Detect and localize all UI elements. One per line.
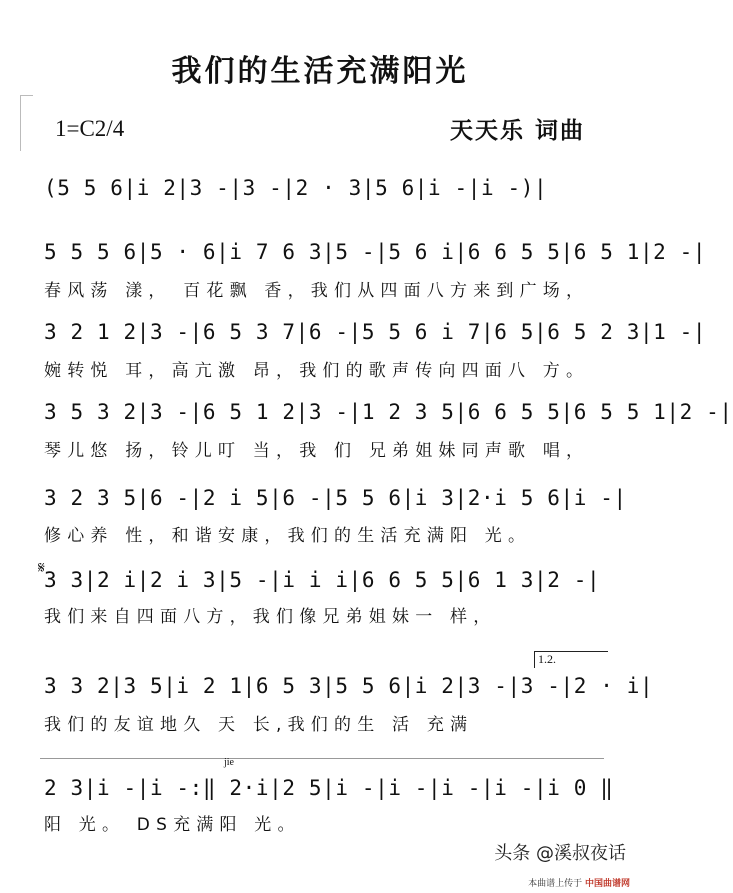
author-credit: 天天乐 词曲 xyxy=(450,118,586,144)
lyric-row-2: 婉转悦 耳，高亢激 昂，我们的歌声传向四面八 方。 xyxy=(44,361,590,381)
lyric-row-4: 修心养 性，和谐安康，我们的生活充满阳 光。 xyxy=(44,526,532,546)
notation-row-3: 3 5 3 2|3 -|6 5 1 2|3 -|1 2 3 5|6 6 5 5|6 5 5 1|2 -| xyxy=(44,400,733,424)
footer-text: 本曲谱上传于 xyxy=(528,879,583,889)
lyric-row-7: 阳 光。 DS充满阳 光。 xyxy=(44,815,301,835)
watermark-text: 头条 @溪叔夜话 xyxy=(494,843,626,864)
lyric-row-6: 我们的友谊地久 天 长,我们的生 活 充满 xyxy=(44,715,474,735)
lyric-row-1: 春风荡 漾， 百花飘 香，我们从四面八方来到广场， xyxy=(44,281,590,301)
tie-line xyxy=(40,758,604,759)
footer-credit xyxy=(528,876,630,889)
volta-ending-bracket: 1.2. xyxy=(534,651,608,668)
notation-row-7: 2 3|i -|i -:‖ 2·i|2 5|i -|i -|i -|i -|i 0 ‖ xyxy=(44,776,614,800)
notation-row-4: 3 2 3 5|6 -|2 i 5|6 -|5 5 6|i 3|2·i 5 6|i -| xyxy=(44,486,627,510)
segno-mark: 𝄋 xyxy=(38,558,45,577)
notation-row-6: 3 3 2|3 5|i 2 1|6 5 3|5 5 6|i 2|3 -|3 -|2 · i| xyxy=(44,674,654,698)
notation-row-5: 3 3|2 i|2 i 3|5 -|i i i|6 6 5 5|6 1 3|2 -| xyxy=(44,568,601,592)
grace-note-label: jie xyxy=(224,757,234,768)
lyric-row-5: 我们来自四面八方，我们像兄弟姐妹一 样， xyxy=(44,607,497,627)
lyric-row-3: 琴儿悠 扬，铃儿叮 当，我 们 兄弟姐妹同声歌 唱， xyxy=(44,441,590,461)
notation-row-intro: (5 5 6|i 2|3 -|3 -|2 · 3|5 6|i -|i -)| xyxy=(44,176,548,200)
notation-row-1: 5 5 5 6|5 · 6|i 7 6 3|5 -|5 6 i|6 6 5 5|6 5 1|2 -| xyxy=(44,240,707,264)
notation-row-2: 3 2 1 2|3 -|6 5 3 7|6 -|5 5 6 i 7|6 5|6 5 2 3|1 -| xyxy=(44,320,707,344)
page-title: 我们的生活充满阳光 xyxy=(171,54,469,89)
footer-brand: 中国曲谱网 xyxy=(584,879,630,889)
key-signature: 1=C2/4 xyxy=(55,116,125,141)
scan-border-mark xyxy=(20,95,33,151)
watermark xyxy=(494,839,626,865)
